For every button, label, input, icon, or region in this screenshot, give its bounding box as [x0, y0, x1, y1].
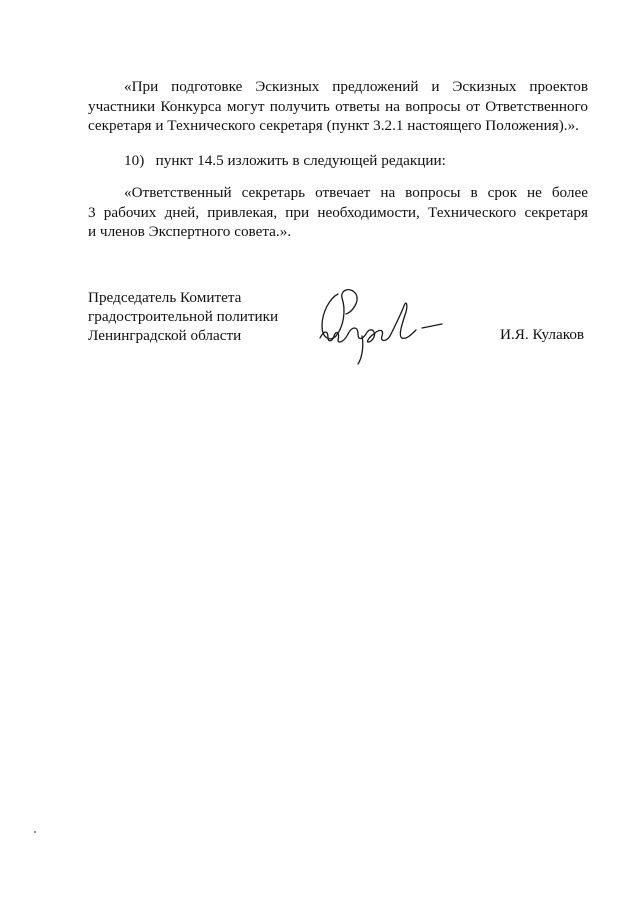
signatory-name: И.Я. Кулаков [500, 326, 585, 343]
paragraph-line: 3 рабочих дней, привлекая, при необходимости, Технического секретаря [88, 203, 588, 221]
paragraph-item-10 [88, 151, 588, 171]
signatory-title-line: Председатель Комитета [88, 289, 242, 306]
scan-speck [34, 831, 36, 833]
paragraph-secretary-deadline [88, 183, 588, 242]
paragraph-line: секретаря и Технического секретаря (пункт 3.2.1 настоящего Положения).». [88, 117, 579, 134]
signatory-title [88, 288, 278, 345]
handwritten-signature [316, 280, 456, 370]
paragraph-line: «Ответственный секретарь отвечает на вопросы в срок не более [124, 184, 588, 201]
paragraph-line: и членов Экспертного совета.». [88, 223, 292, 240]
paragraph-line: участники Конкурса могут получить ответы на вопросы от Ответственного [88, 97, 588, 115]
paragraph-line: «При подготовке Эскизных предложений и Эскизных проектов [124, 78, 588, 95]
signatory-title-line: градостроительной политики [88, 308, 279, 325]
paragraph-line: 10) пункт 14.5 изложить в следующей редакции: [124, 152, 446, 169]
signatory-title-line: Ленинградской области [88, 327, 242, 344]
paragraph-amendment-answers [88, 77, 588, 136]
